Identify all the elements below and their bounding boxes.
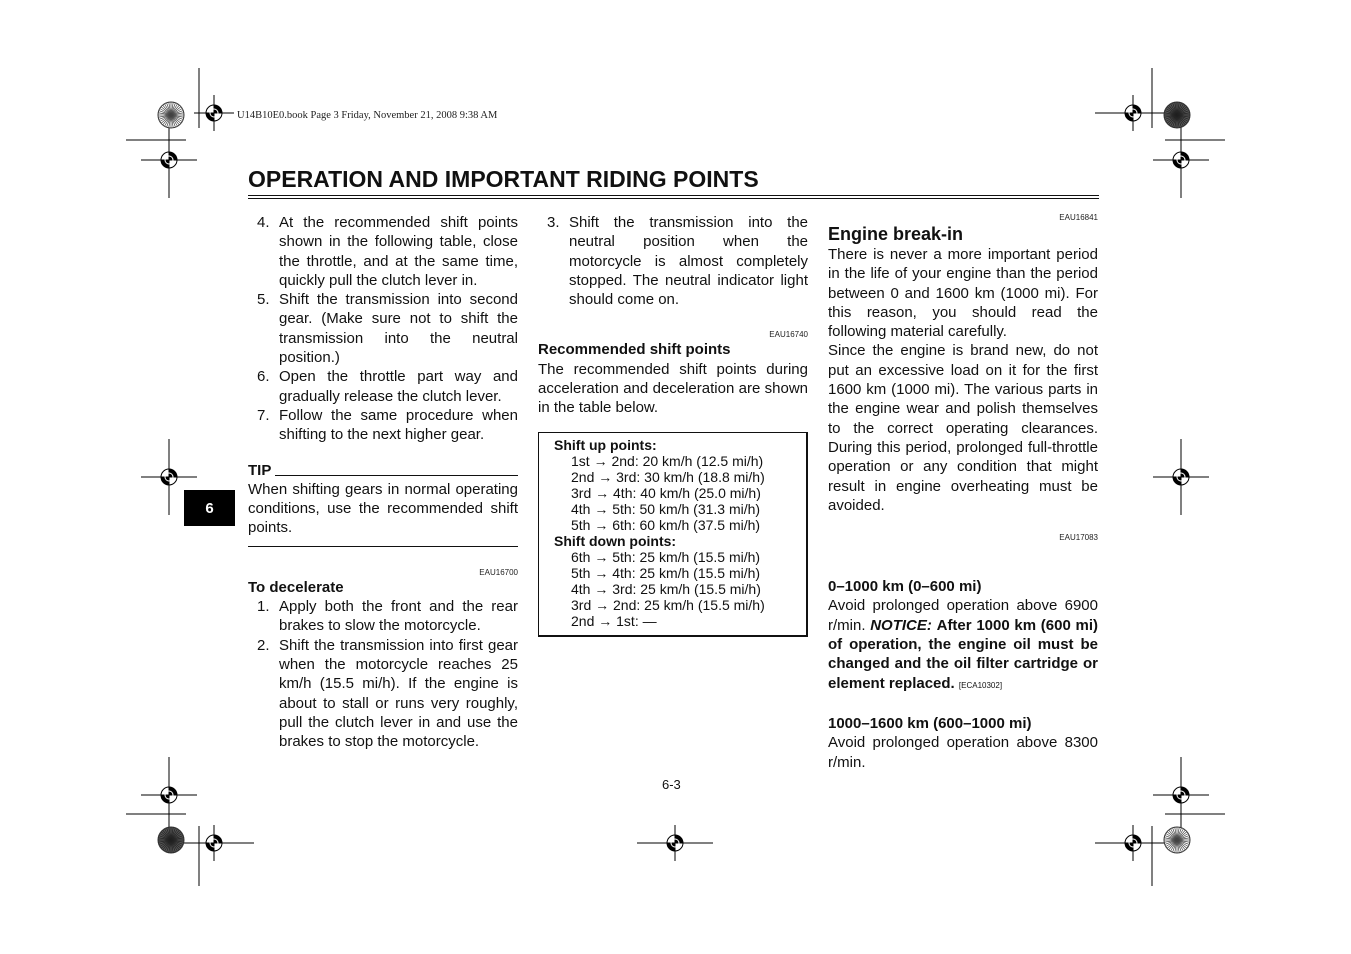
registration-mark-icon <box>1153 757 1209 833</box>
registration-mark-icon <box>1153 439 1209 515</box>
ref-code: EAU16700 <box>479 567 518 577</box>
page-title: OPERATION AND IMPORTANT RIDING POINTS <box>248 166 759 192</box>
range-2-heading: 1000–1600 km (600–1000 mi) <box>828 714 1032 732</box>
table-row: 4th → 3rd: 25 km/h (15.5 mi/h) <box>571 580 761 597</box>
notice-text: After 1000 km (600 mi) of operation, the engine oil must be changed and the oil filter cartridge or element replaced. <box>828 616 1099 692</box>
table-row: 1st → 2nd: 20 km/h (12.5 mi/h) <box>571 452 764 469</box>
tip-text: When shifting gears in normal operating conditions, use the recommended shift points. <box>248 480 518 537</box>
column-2 <box>538 213 808 637</box>
table-row: 3rd → 4th: 40 km/h (25.0 mi/h) <box>571 484 761 501</box>
notice-label: NOTICE: <box>870 616 932 634</box>
ref-code: EAU17083 <box>1059 533 1098 543</box>
shift-points-intro: The recommended shift points during acceleration and deceleration are shown in the table below. <box>538 360 808 417</box>
color-target-icon <box>158 827 184 853</box>
shift-down-label: Shift down points: <box>554 532 677 549</box>
registration-mark-icon <box>1095 95 1171 131</box>
title-rule <box>248 195 1099 199</box>
registration-mark-icon <box>1095 825 1171 861</box>
registration-mark-icon <box>1153 122 1209 198</box>
steps-list-b <box>248 597 518 751</box>
table-row: 5th → 4th: 25 km/h (15.5 mi/h) <box>571 564 761 581</box>
list-item: 1. Apply both the front and the rear brakes to slow the motorcycle. <box>257 598 518 635</box>
shift-points-heading: Recommended shift points <box>538 341 731 359</box>
engine-breakin-heading: Engine break-in <box>828 224 964 244</box>
registration-mark-icon <box>194 95 234 131</box>
table-row: 2nd → 1st: — <box>571 612 657 629</box>
range-1-text: Avoid prolonged operation above 6900 r/min. NOTICE: After 1000 km (600 mi) of operation, the engine oil must be changed and the oil filter cartridge or element replaced. [ECA10302] <box>828 597 1099 692</box>
registration-mark-icon <box>637 825 713 861</box>
registration-mark-icon <box>141 122 197 198</box>
table-row: 6th → 5th: 25 km/h (15.5 mi/h) <box>571 548 761 565</box>
color-target-icon <box>1164 827 1190 853</box>
ref-code: EAU16740 <box>769 330 808 340</box>
decelerate-heading: To decelerate <box>248 578 344 596</box>
breakin-paragraph-2: Since the engine is brand new, do not put an excessive load on it for the first 1600 km (1000 mi). The various parts in the engine wear and polish themselves to the correct operating clearances. During this period, prolonged full-throttle operation or any condition that might result in engine overheating must be avoided. <box>828 342 1098 514</box>
range-2-text: Avoid prolonged operation above 8300 r/min. <box>828 734 1098 771</box>
column-1 <box>248 213 518 751</box>
list-item: 2. Shift the transmission into first gear when the motorcycle reaches 25 km/h (15.5 mi/h). If the engine is about to stall or runs very roughly, pull the clutch lever in and use the brakes to stop the motorcycle. <box>257 636 518 751</box>
color-target-icon <box>158 102 184 128</box>
tip-end-rule <box>248 546 518 547</box>
breakin-paragraph-1: There is never a more important period in the life of your engine than the period between 0 and 1600 km (1000 mi). For this reason, you should read the following material carefully. <box>828 246 1098 341</box>
list-item: 6. Open the throttle part way and gradually release the clutch lever. <box>257 368 518 405</box>
table-row: 4th → 5th: 50 km/h (31.3 mi/h) <box>571 500 761 517</box>
list-item: 4. At the recommended shift points shown in the following table, close the throttle, and at the same time, quickly pull the clutch lever in. <box>257 214 518 289</box>
chapter-tab: 6 <box>184 490 235 526</box>
shift-points-table <box>538 432 808 637</box>
table-row: 5th → 6th: 60 km/h (37.5 mi/h) <box>571 516 761 533</box>
notice-code: [ECA10302] <box>958 680 1003 690</box>
registration-mark-icon <box>174 825 254 861</box>
ref-code: EAU16841 <box>1059 213 1098 222</box>
list-item: 5. Shift the transmission into second gear. (Make sure not to shift the transmission into the neutral position.) <box>257 291 518 367</box>
steps-list-a <box>248 213 518 445</box>
shift-up-label: Shift up points: <box>554 436 657 453</box>
tip-heading: TIP <box>248 461 518 480</box>
column-3 <box>828 213 1098 772</box>
steps-list-c <box>538 213 808 309</box>
book-info: U14B10E0.book Page 3 Friday, November 21, 2008 9:38 AM <box>237 110 498 121</box>
table-row: 3rd → 2nd: 25 km/h (15.5 mi/h) <box>571 596 765 613</box>
table-row: 2nd → 3rd: 30 km/h (18.8 mi/h) <box>571 468 765 485</box>
page-number: 6-3 <box>662 777 681 792</box>
color-target-icon <box>1164 102 1190 128</box>
range-1-heading: 0–1000 km (0–600 mi) <box>828 578 982 596</box>
list-item: 3. Shift the transmission into the neutral position when the motorcycle is almost completely stopped. The neutral indicator light should come on. <box>547 214 808 309</box>
registration-mark-icon <box>141 757 197 833</box>
list-item: 7. Follow the same procedure when shifting to the next higher gear. <box>257 406 518 444</box>
